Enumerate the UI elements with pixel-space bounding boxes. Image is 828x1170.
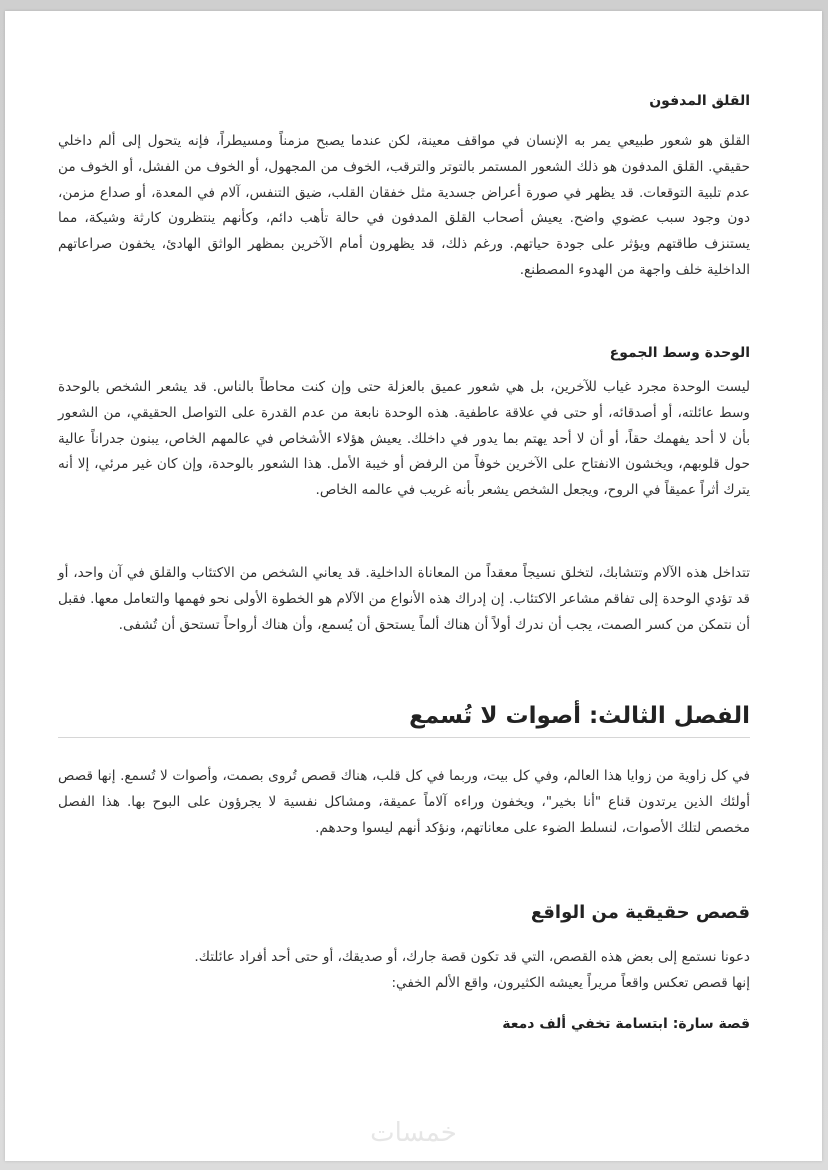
section-heading-loneliness: الوحدة وسط الجموع [609, 345, 750, 361]
chapter-title: الفصل الثالث: أصوات لا تُسمع [58, 703, 750, 738]
section-heading-buried-anxiety: القلق المدفون [649, 93, 750, 109]
paragraph-chapter-intro: في كل زاوية من زوايا هذا العالم، وفي كل بيت، وربما في كل قلب، هناك قصص تُروى بصمت، وأصوات لا تُسمع. إنها قصص أولئك الذين يرتدون قناع "أنا بخير"، ويخفون وراءه آلاماً عميقة، ومشاكل نفسية لا يجرؤون على البوح بها. هذا الفصل مخصص لتلك الأصوات، لنسلط الضوء على معاناتهم، ونؤكد أنهم ليسوا وحدهم. [58, 768, 750, 836]
paragraph-loneliness: ليست الوحدة مجرد غياب للآخرين، بل هي شعور عميق بالعزلة حتى وإن كنت محاطاً بالناس. قد يشعر الشخص بالوحدة وسط عائلته، أو أصدقائه، أو حتى في علاقة عاطفية. هذه الوحدة نابعة من عدم القدرة على التواصل الحقيقي، من الشعور بأن لا أحد يفهمك حقاً، أو أن لا أحد يهتم بما يدور في داخلك. يعيش هؤلاء الأشخاص في عالمهم الخاص، يبنون جدراناً عالية حول قلوبهم، ويخشون الانفتاح على الآخرين خوفاً من الرفض أو خيبة الأمل. هذا الشعور بالوحدة، وإن كان غير مرئي، إلا أنه يترك أثراً عميقاً في الروح، ويجعل الشخص يشعر بأنه غريب في عالمه الخاص. [58, 379, 750, 499]
paragraph-stories-line1: دعونا نستمع إلى بعض هذه القصص، التي قد تكون قصة جارك، أو صديقك، أو حتى أحد أفراد عائلتك. [194, 949, 750, 965]
document-content [58, 11, 750, 1161]
watermark-logo: خمسات [370, 1118, 457, 1148]
paragraph-stories-line2: إنها قصص تعكس واقعاً مريراً يعيشه الكثيرون، واقع الألم الخفي: [391, 975, 750, 991]
story-heading-sara: قصة سارة: ابتسامة تخفي ألف دمعة [502, 1016, 750, 1032]
paragraph-intertwined-pain: تتداخل هذه الآلام وتتشابك، لتخلق نسيجاً معقداً من المعاناة الداخلية. قد يعاني الشخص من الاكتئاب والقلق في آن واحد، أو قد تؤدي الوحدة إلى تفاقم مشاعر الاكتئاب. إن إدراك هذه الأنواع من الآلام هو الخطوة الأولى نحو فهمها والتعامل معها. فقبل أن نتمكن من كسر الصمت، يجب أن ندرك أولاً أن هناك ألماً يستحق أن يُسمع، وأن هناك أرواحاً تستحق أن تُشفى. [58, 565, 750, 633]
section-heading-real-stories: قصص حقيقية من الواقع [530, 902, 750, 923]
paragraph-buried-anxiety: القلق هو شعور طبيعي يمر به الإنسان في مواقف معينة، لكن عندما يصبح مزمناً ومسيطراً، فإنه يتحول إلى ألم داخلي حقيقي. القلق المدفون هو ذلك الشعور المستمر بالتوتر والترقب، الخوف من المجهول، أو الخوف من الفشل، أو الخوف من عدم تلبية التوقعات. قد يظهر في صورة أعراض جسدية مثل خفقان القلب، ضيق التنفس، آلام في المعدة، أو صداع مزمن، دون وجود سبب عضوي واضح. يعيش أصحاب القلق المدفون في حالة تأهب دائم، وكأنهم ينتظرون كارثة وشيكة، مما يستنزف طاقتهم ويؤثر على جودة حياتهم. ورغم ذلك، قد يظهرون أمام الآخرين بمظهر الواثق الهادئ، يخفون صراعاتهم الداخلية خلف واجهة من الهدوء المصطنع. [58, 133, 750, 278]
document-page [5, 11, 822, 1161]
